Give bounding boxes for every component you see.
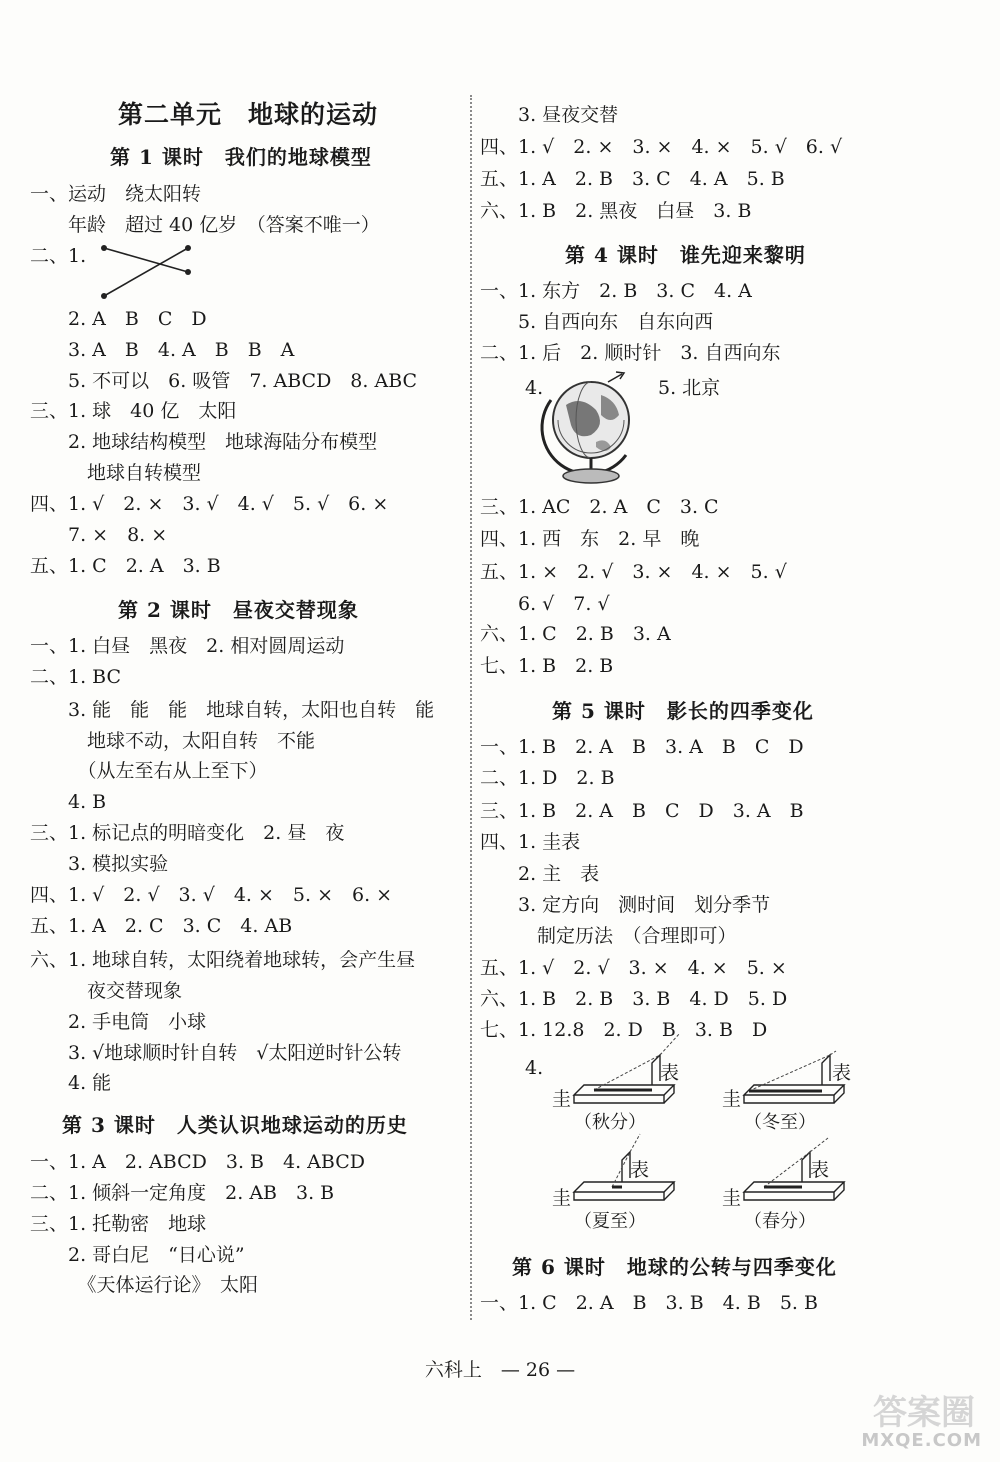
- caption-spring: （春分）: [744, 1211, 816, 1232]
- sundial-diagram-winter: [744, 1055, 864, 1110]
- watermark-logo: 答案圈: [873, 1393, 975, 1433]
- answer-line: 3. 能 能 能 地球自转，太阳也自转 能: [30, 699, 435, 721]
- answer-line: 五、1. C 2. A 3. B: [30, 555, 221, 577]
- answer-line: 三、1. 标记点的明暗变化 2. 昼 夜: [30, 822, 345, 844]
- answer-line: 五、1. √ 2. √ 3. × 4. × 5. ×: [480, 957, 787, 979]
- answer-line: 3. 模拟实验: [30, 853, 169, 875]
- globe-icon: [546, 370, 646, 488]
- column-divider: [470, 95, 472, 1320]
- lesson-6-title: 第 6 课时 地球的公转与四季变化: [512, 1255, 837, 1279]
- answer-line: 二、1. D 2. B: [480, 767, 615, 789]
- page-footer: 六科上 — 26 —: [424, 1359, 576, 1381]
- answer-line: 六、1. B 2. 黑夜 白昼 3. B: [480, 200, 752, 222]
- answer-line: 2. A B C D: [30, 308, 207, 330]
- answer-line: 4. B: [30, 791, 107, 813]
- answer-line: 六、1. C 2. B 3. A: [480, 623, 671, 645]
- answer-line: 一、1. B 2. A B 3. A B C D: [480, 736, 804, 758]
- answer-line: 2. 主 表: [480, 863, 600, 885]
- answer-line: 地球自转模型: [30, 462, 202, 484]
- answer-line: 三、1. 球 40 亿 太阳: [30, 400, 237, 422]
- sundial-diagram-summer: [574, 1152, 694, 1207]
- watermark-site: MXQE.COM: [861, 1430, 982, 1451]
- answer-line: 6. √ 7. √: [480, 593, 610, 615]
- question-4-label: 4.: [525, 1057, 544, 1079]
- answer-line: 年龄 超过 40 亿岁 （答案不唯一）: [30, 214, 380, 236]
- answer-line: 5. 不可以 6. 吸管 7. ABCD 8. ABC: [30, 370, 418, 392]
- answer-line: 三、1. B 2. A B C D 3. A B: [480, 800, 804, 822]
- answer-line: 3. 昼夜交替: [480, 104, 619, 126]
- answer-line: 3. 定方向 测时间 划分季节: [480, 894, 771, 916]
- answer-line: 3. √地球顺时针自转 √太阳逆时针公转: [30, 1042, 402, 1064]
- caption-summer: （夏至）: [574, 1211, 646, 1232]
- answer-line: 四、1. √ 2. × 3. × 4. × 5. √ 6. √: [480, 136, 843, 158]
- answer-line: 二、1. 后 2. 顺时针 3. 自西向东: [480, 342, 781, 364]
- answer-line: 一、1. C 2. A B 3. B 4. B 5. B: [480, 1292, 818, 1314]
- caption-winter: （冬至）: [744, 1112, 816, 1133]
- answer-line: 五、1. A 2. B 3. C 4. A 5. B: [480, 168, 785, 190]
- sundial-diagram-spring: [744, 1152, 864, 1207]
- answer-line: 五、1. × 2. √ 3. × 4. × 5. √: [480, 561, 787, 583]
- answer-line: 四、1. 圭表: [480, 831, 581, 853]
- gui-label: 圭: [722, 1187, 742, 1209]
- matching-lines-diagram: [100, 244, 195, 300]
- answer-line: 一、1. 东方 2. B 3. C 4. A: [480, 280, 752, 302]
- answer-line: 二、1. BC: [30, 666, 122, 688]
- answer-line: （从左至右从上至下）: [30, 760, 268, 782]
- answer-line: 7. × 8. ×: [30, 524, 168, 546]
- answer-line: 制定历法 （合理即可）: [480, 925, 737, 947]
- caption-autumn: （秋分）: [574, 1112, 646, 1133]
- lesson-2-title: 第 2 课时 昼夜交替现象: [118, 598, 359, 622]
- biao-label: 表: [660, 1062, 680, 1084]
- answer-line: 二、1.: [30, 245, 87, 267]
- answer-line: 四、1. √ 2. × 3. √ 4. √ 5. √ 6. ×: [30, 493, 389, 515]
- answer-line: 一、1. 白昼 黑夜 2. 相对圆周运动: [30, 635, 345, 657]
- lesson-3-title: 第 3 课时 人类认识地球运动的历史: [62, 1113, 408, 1137]
- answer-line: 2. 地球结构模型 地球海陆分布模型: [30, 431, 378, 453]
- answer-line: 六、1. 地球自转，太阳绕着地球转，会产生昼: [30, 949, 416, 971]
- sundial-diagram-autumn: [574, 1055, 694, 1110]
- gui-label: 圭: [552, 1187, 572, 1209]
- answer-line: 4. 能: [30, 1072, 112, 1094]
- answer-line: 一、运动 绕太阳转: [30, 183, 202, 205]
- answer-line: 七、1. B 2. B: [480, 655, 614, 677]
- answer-line: 3. A B 4. A B B A: [30, 339, 295, 361]
- answer-line: 2. 手电筒 小球: [30, 1011, 207, 1033]
- answer-line: 《天体运行论》 太阳: [30, 1274, 259, 1296]
- answer-line: 一、1. A 2. ABCD 3. B 4. ABCD: [30, 1151, 365, 1173]
- answer-line: 夜交替现象: [30, 980, 183, 1002]
- lesson-1-title: 第 1 课时 我们的地球模型: [110, 145, 372, 169]
- answer-line: 2. 哥白尼 “日心说”: [30, 1244, 245, 1266]
- biao-label: 表: [832, 1062, 852, 1084]
- biao-label: 表: [810, 1159, 830, 1181]
- answer-line: 五、1. A 2. C 3. C 4. AB: [30, 915, 293, 937]
- answer-line: 三、1. AC 2. A C 3. C: [480, 496, 719, 518]
- answer-line: 二、1. 倾斜一定角度 2. AB 3. B: [30, 1182, 335, 1204]
- answer-line: 三、1. 托勒密 地球: [30, 1213, 207, 1235]
- gui-label: 圭: [552, 1088, 572, 1110]
- question-4-label: 4.: [525, 377, 544, 399]
- answer-line: 七、1. 12.8 2. D B 3. B D: [480, 1019, 768, 1041]
- unit-title: 第二单元 地球的运动: [118, 100, 379, 129]
- lesson-4-title: 第 4 课时 谁先迎来黎明: [565, 243, 806, 267]
- answer-line: 四、1. √ 2. √ 3. √ 4. × 5. × 6. ×: [30, 884, 393, 906]
- answer-line: 5. 自西向东 自东向西: [480, 311, 714, 333]
- gui-label: 圭: [722, 1088, 742, 1110]
- question-5-answer: 5. 北京: [658, 377, 721, 399]
- answer-line: 四、1. 西 东 2. 早 晚: [480, 528, 700, 550]
- answer-line: 地球不动，太阳自转 不能: [30, 730, 316, 752]
- answer-line: 六、1. B 2. B 3. B 4. D 5. D: [480, 988, 788, 1010]
- biao-label: 表: [630, 1159, 650, 1181]
- lesson-5-title: 第 5 课时 影长的四季变化: [552, 699, 814, 723]
